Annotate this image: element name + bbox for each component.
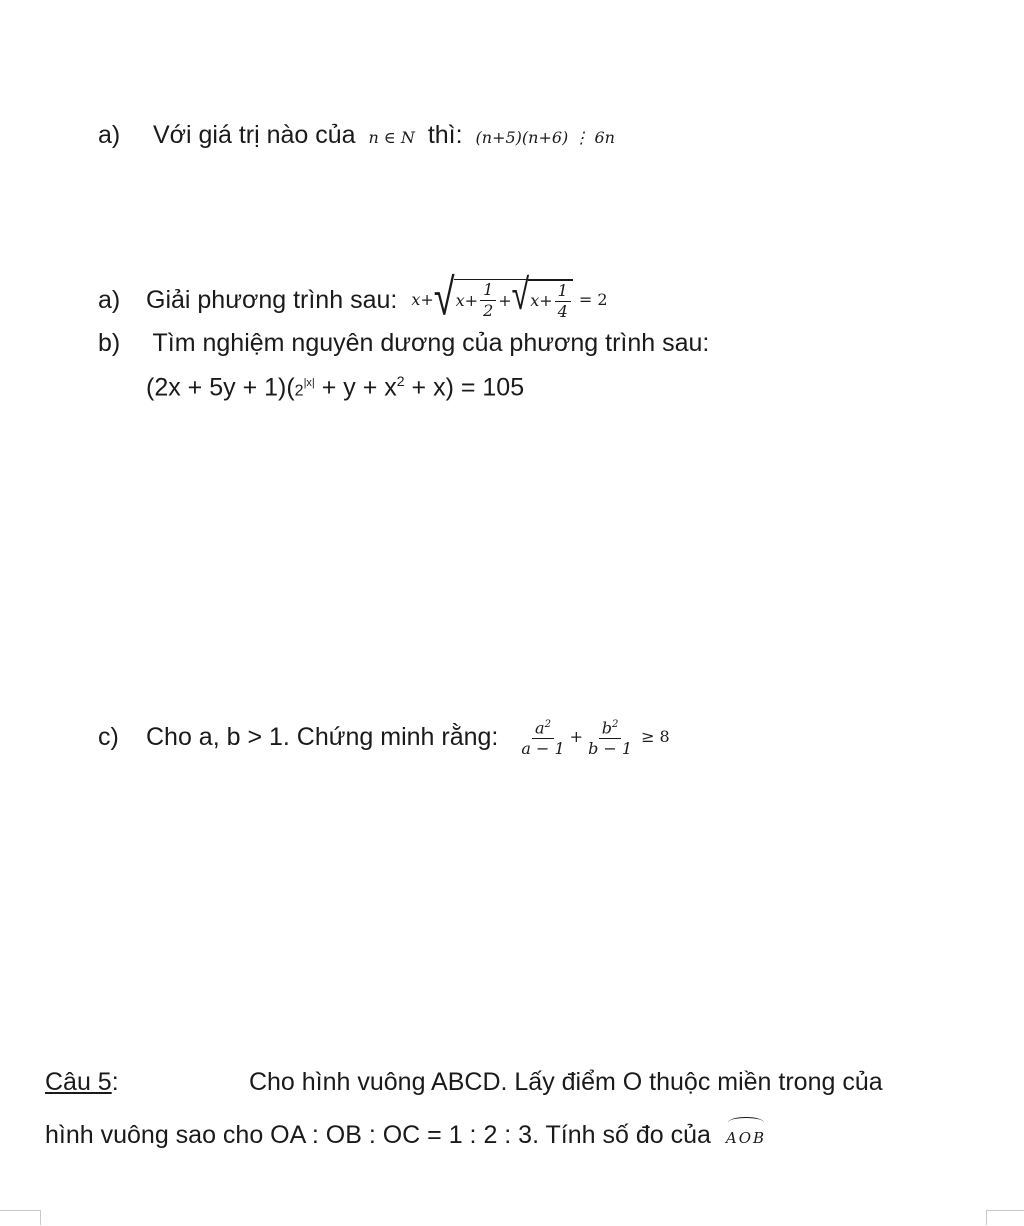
eq-part3: + x) = 105 xyxy=(404,373,525,402)
math-condition: n ∈ N xyxy=(368,128,415,147)
fraction-numerator: 1 xyxy=(480,280,496,301)
question-text: Với giá trị nào của xyxy=(152,121,356,149)
fraction-numerator xyxy=(599,715,622,739)
question-2b xyxy=(98,328,709,358)
radicand xyxy=(454,268,573,322)
question-label: b) xyxy=(98,329,121,357)
num-base: b xyxy=(601,718,612,738)
num-exponent: 2 xyxy=(612,718,619,730)
equation xyxy=(411,266,608,327)
fraction-denominator: b − 1 xyxy=(588,739,633,759)
question-2b-equation xyxy=(146,366,524,406)
question-heading xyxy=(45,1067,242,1097)
question-text: Cho hình vuông ABCD. Lấy điểm O thuộc miền trong của xyxy=(248,1068,883,1096)
question-2c xyxy=(98,705,670,769)
num-exponent: 2 xyxy=(544,718,551,730)
eq-exponent: |x| xyxy=(303,377,315,389)
eq-base: 2 xyxy=(294,382,304,400)
question-1 xyxy=(98,120,615,153)
math-expression: (n+5)(n+6) ⋮ 6n xyxy=(475,128,615,147)
inequality-rhs: ≥ 8 xyxy=(641,726,670,746)
question-text: Giải phương trình sau: xyxy=(146,286,398,314)
heading-colon: : xyxy=(111,1068,119,1096)
plus-sign: + xyxy=(569,726,584,746)
fraction-a xyxy=(518,715,567,759)
fraction-quarter xyxy=(555,281,571,322)
page-corner-mark xyxy=(0,1210,41,1225)
question-label: a) xyxy=(98,121,121,149)
radical-sign: √ xyxy=(511,268,530,320)
eq-square: 2 xyxy=(396,373,405,389)
question-text: hình vuông sao cho OA : OB : OC = 1 : 2 : 3. Tính số đo của xyxy=(45,1121,711,1149)
inner-radical xyxy=(511,268,573,322)
question-label: a) xyxy=(98,286,121,314)
heading-text: Câu 5 xyxy=(45,1068,112,1096)
question-5-line2 xyxy=(45,1117,766,1153)
page-corner-mark xyxy=(986,1210,1024,1225)
inequality xyxy=(516,715,669,759)
question-label: c) xyxy=(98,723,119,751)
fraction-b xyxy=(585,715,635,759)
inner-radicand xyxy=(528,280,573,322)
eq-part2: + y + x xyxy=(314,373,397,402)
num-base: a xyxy=(535,718,545,738)
equation-rhs: = 2 xyxy=(578,290,608,309)
question-5-line1 xyxy=(45,1067,883,1097)
question-text-after: thì: xyxy=(427,121,463,149)
fraction-numerator: 1 xyxy=(555,281,571,302)
question-text: Cho a, b > 1. Chứng minh rằng: xyxy=(146,723,499,751)
inner-x: x+ xyxy=(455,290,479,310)
question-2a xyxy=(98,266,608,330)
fraction-numerator xyxy=(532,715,554,739)
fraction-denominator: 4 xyxy=(557,301,568,321)
angle-symbol: AOB xyxy=(726,1117,766,1153)
question-text: Tìm nghiệm nguyên dương của phương trình sau: xyxy=(152,329,710,357)
eq-part1: (2x + 5y + 1)( xyxy=(146,373,295,402)
inner2-x: x+ xyxy=(530,291,553,310)
fraction-half xyxy=(480,280,496,321)
plus-sign: + xyxy=(498,290,512,310)
fraction-denominator: 2 xyxy=(483,301,494,320)
radical-sign: √ xyxy=(433,266,455,327)
eq-term-x: x+ xyxy=(411,290,434,309)
fraction-denominator: a − 1 xyxy=(521,739,565,759)
outer-radical xyxy=(433,266,573,327)
